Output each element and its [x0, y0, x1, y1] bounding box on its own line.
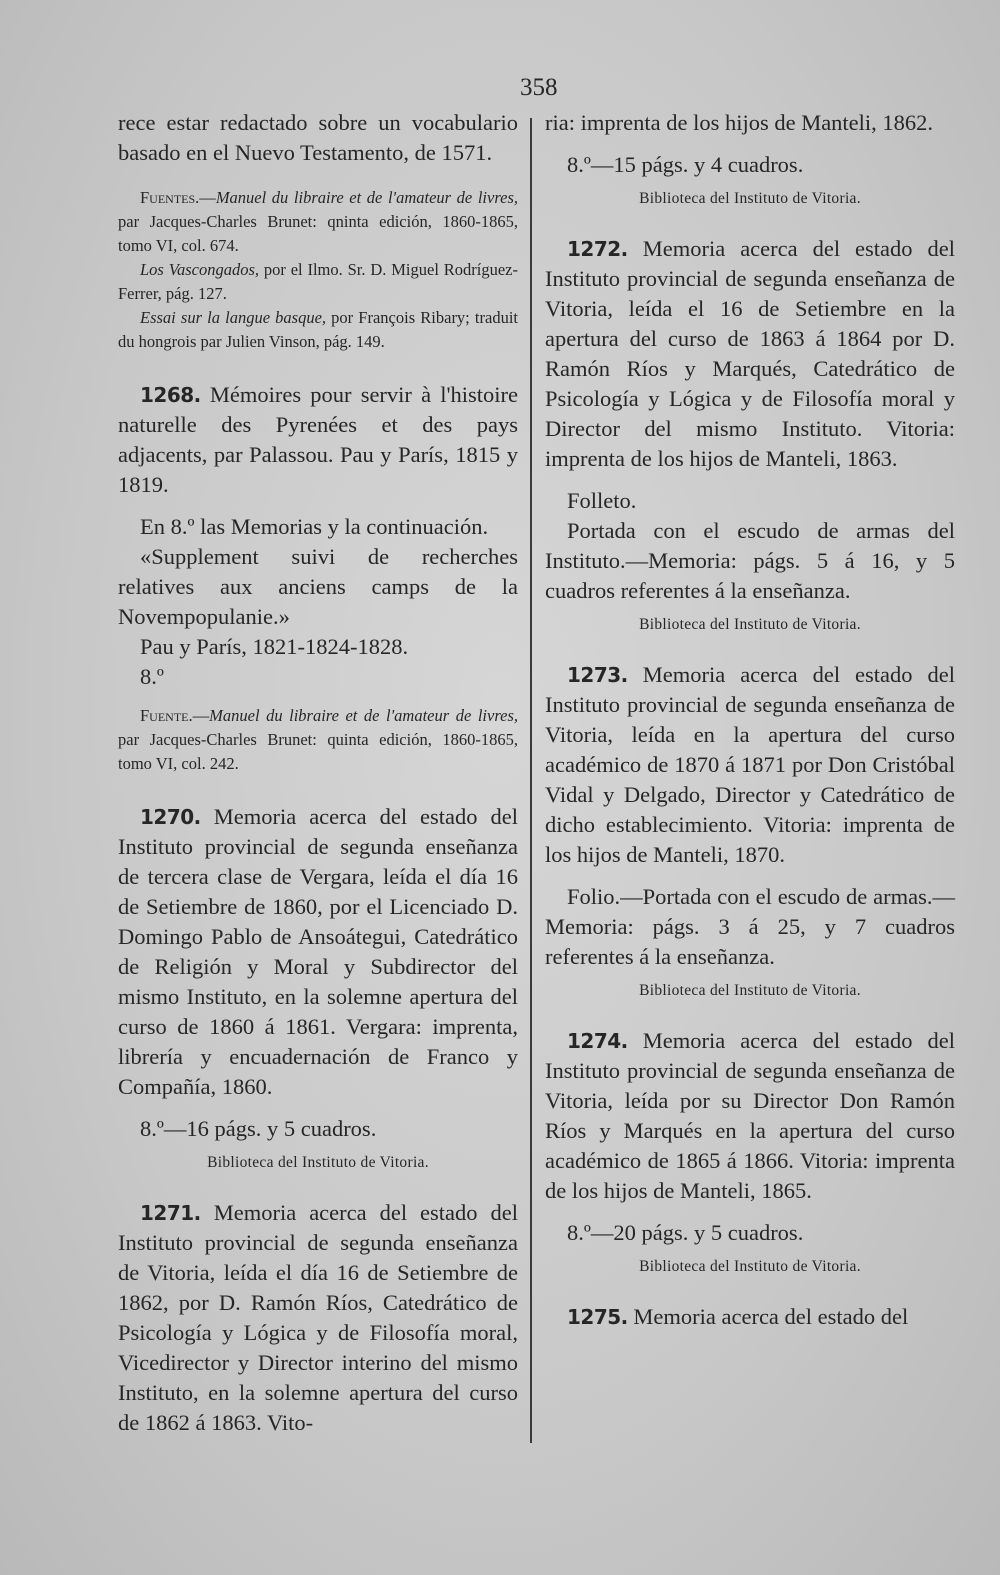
sources-label: Fuentes.— — [140, 188, 216, 207]
entry-1268-note-2: «Supplement suivi de recherches relatives aux anciens camps de la Novempopulanie.» — [118, 544, 518, 629]
entry-1273-title — [545, 660, 955, 870]
entry-1271-text: Memoria acerca del estado del Instituto provincial de segunda enseñanza de Vitoria, leída el día 16 de Setiembre de 1862, por D. Ramón Ríos, Catedrático de Psicología y Lógica y de Filosofía moral, Vicedirector y Director interino del mismo Instituto, en la solemne apertura del curso de 1862 á 1863. Vito- — [118, 1200, 518, 1435]
continued-text: ria: imprenta de los hijos de Manteli, 1862. — [545, 110, 934, 135]
sources-block — [118, 186, 518, 354]
right-column — [545, 108, 955, 1332]
entry-1273-library: Biblioteca del Instituto de Vitoria. — [639, 982, 861, 999]
entry-1272-text: Memoria acerca del estado del Instituto provincial de segunda enseñanza de Vitoria, leída el 16 de Setiembre en la apertura del curso de 1863 á 1864 por D. Ramón Ríos y Marqués, Catedrático de Psicología y Lógica y de Filosofía moral y Director del mismo Instituto. Vitoria: imprenta de los hijos de Manteli, 1863. — [545, 236, 955, 471]
entry-1275 — [545, 1302, 955, 1332]
entry-1272-number: 1272. — [567, 237, 628, 261]
entry-1270-number: 1270. — [140, 805, 201, 829]
entry-1270-desc: 8.º—16 págs. y 5 cuadros. — [140, 1116, 377, 1141]
entry-1273-desc: Folio.—Portada con el escudo de armas.—Memoria: págs. 3 á 25, y 7 cuadros referentes á la enseñanza. — [545, 884, 955, 969]
entry-1268-note-1: En 8.º las Memorias y la continuación. — [140, 514, 489, 539]
intro-text: rece estar redactado sobre un vocabulario basado en el Nuevo Testamento, de 1571. — [118, 110, 518, 165]
continued-desc: 8.º—15 págs. y 4 cuadros. — [567, 152, 804, 177]
source-ref-3-title: Essai sur la langue basque, — [140, 308, 327, 327]
entry-1274-number: 1274. — [567, 1029, 628, 1053]
entry-1271-number: 1271. — [140, 1201, 201, 1225]
entry-1268-title — [118, 380, 518, 500]
entry-1268-source-label: Fuente.— — [140, 706, 210, 725]
source-ref-2 — [118, 258, 518, 306]
entry-1270-title — [118, 802, 518, 1102]
entry-1274-text: Memoria acerca del estado del Instituto provincial de segunda enseñanza de Vitoria, leída por su Director Don Ramón Ríos y Marqués en la apertura del curso académico de 1865 á 1866. Vitoria: imprenta de los hijos de Manteli, 1865. — [545, 1028, 955, 1203]
entry-1268-number: 1268. — [140, 383, 201, 407]
entry-1268-note-4: 8.º — [140, 664, 164, 689]
entry-1268-source-title: Manuel du libraire et de l'amateur de livres, — [209, 706, 518, 725]
entry-1272-library: Biblioteca del Instituto de Vitoria. — [639, 616, 861, 633]
entry-1273-text: Memoria acerca del estado del Instituto provincial de segunda enseñanza de Vitoria, leída en la apertura del curso académico de 1870 á 1871 por Don Cristóbal Vidal y Delgado, Director y Catedrático de dicho establecimiento. Vitoria: imprenta de los hijos de Manteli, 1870. — [545, 662, 955, 867]
entry-1272-desc-2: Portada con el escudo de armas del Instituto.—Memoria: págs. 5 á 16, y 5 cuadros referentes á la enseñanza. — [545, 518, 955, 603]
entry-1274-desc: 8.º—20 págs. y 5 cuadros. — [567, 1220, 804, 1245]
column-divider — [530, 118, 532, 1443]
entry-1274 — [545, 1026, 955, 1276]
entry-1268-source — [118, 704, 518, 776]
entry-1268-text: Mémoires pour servir à l'histoire naturelle des Pyrenées et des pays adjacents, par Palassou. Pau y París, 1815 y 1819. — [118, 382, 518, 497]
entry-1268-source-rest: par Jacques-Charles Brunet: quinta edición, 1860-1865, tomo VI, col. 242. — [118, 730, 518, 773]
entry-1268-note-3: Pau y París, 1821-1824-1828. — [140, 634, 409, 659]
entry-1272-title — [545, 234, 955, 474]
source-ref-2-rest: por el Ilmo. Sr. D. Miguel Rodríguez-Ferrer, pág. 127. — [118, 260, 518, 303]
entry-1270 — [118, 802, 518, 1172]
entry-1272 — [545, 234, 955, 634]
source-ref-3 — [118, 306, 518, 354]
page-number: 358 — [520, 74, 558, 101]
source-ref-3-rest: por François Ribary; traduit du hongrois par Julien Vinson, pág. 149. — [118, 308, 518, 351]
source-ref-1-title: Manuel du libraire et de l'amateur de livres, — [215, 188, 518, 207]
entry-1273-number: 1273. — [567, 663, 628, 687]
entry-1273 — [545, 660, 955, 1000]
entry-1270-library: Biblioteca del Instituto de Vitoria. — [207, 1154, 429, 1171]
source-ref-1-rest: par Jacques-Charles Brunet: qninta edición, 1860-1865, tomo VI, col. 674. — [118, 212, 518, 255]
entry-1275-text: Memoria acerca del estado del — [627, 1304, 909, 1329]
entry-1274-library: Biblioteca del Instituto de Vitoria. — [639, 1258, 861, 1275]
entry-1275-title — [545, 1302, 955, 1332]
entry-1270-text: Memoria acerca del estado del Instituto provincial de segunda enseñanza de tercera clase de Vergara, leída el día 16 de Setiembre de 1860, por el Licenciado D. Domingo Pablo de Ansoátegui, Catedrático de Religión y Moral y Subdirector del mismo Instituto, en la solemne apertura del curso de 1860 á 1861. Vergara: imprenta, librería y encuadernación de Franco y Compañía, 1860. — [118, 804, 518, 1099]
entry-1271-title — [118, 1198, 518, 1438]
source-ref-2-title: Los Vascongados, — [140, 260, 259, 279]
entry-1275-number: 1275. — [567, 1305, 628, 1329]
entry-1274-title — [545, 1026, 955, 1206]
entry-1272-desc-1: Folleto. — [567, 488, 637, 513]
left-column — [118, 108, 518, 1438]
entry-1268 — [118, 380, 518, 776]
entry-1271 — [118, 1198, 518, 1438]
source-ref-1 — [118, 186, 518, 258]
continued-library: Biblioteca del Instituto de Vitoria. — [639, 190, 861, 207]
